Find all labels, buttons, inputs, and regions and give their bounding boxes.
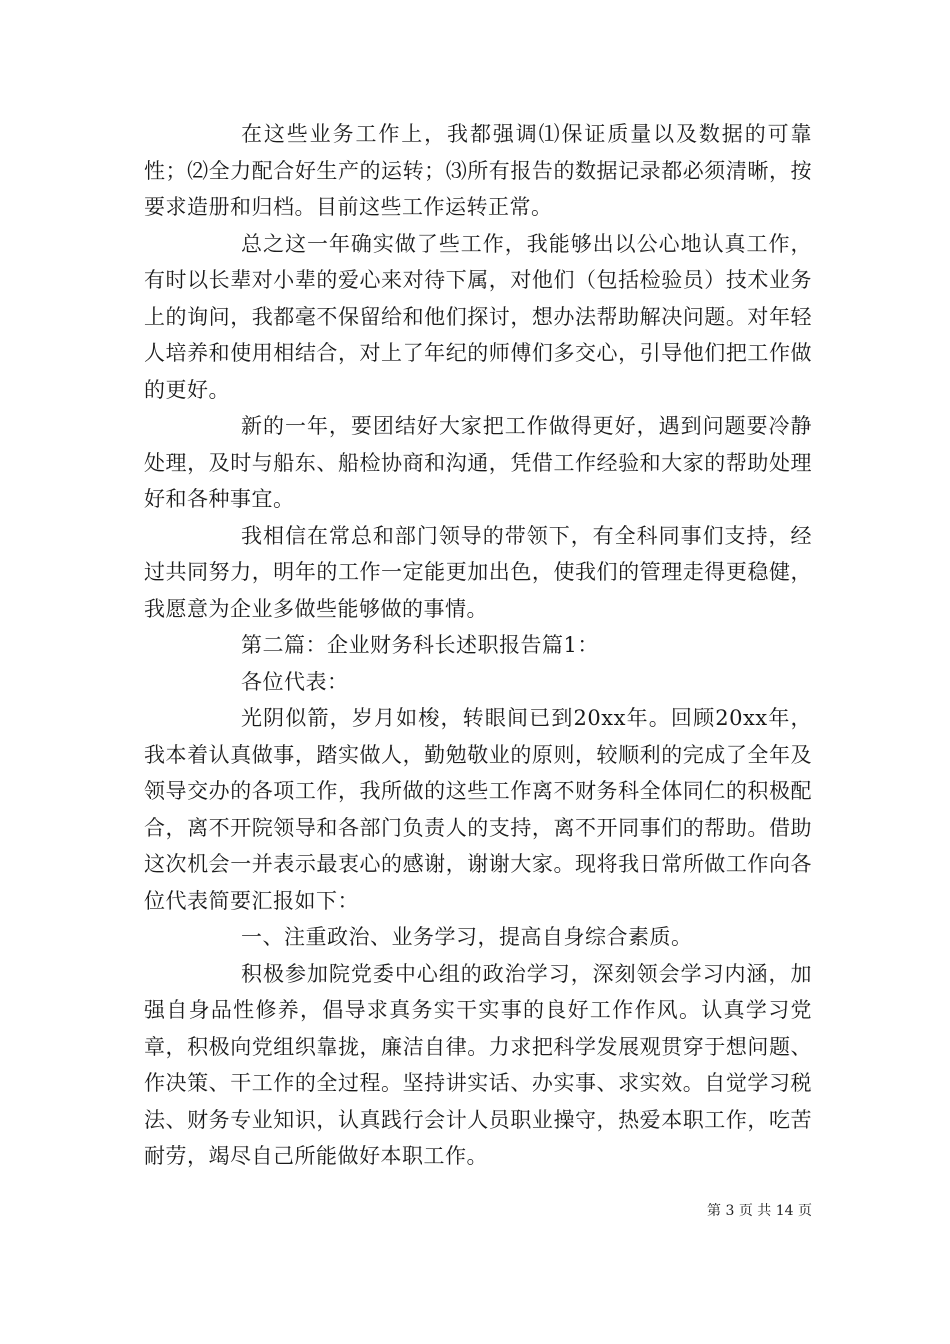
paragraph-confidence: 我相信在常总和部门领导的带领下，有全科同事们支持，经过共同努力，明年的工作一定能更加出色，使我们的管理走得更稳健，我愿意为企业多做些能够做的事情。: [144, 523, 812, 621]
salutation: 各位代表：: [241, 669, 349, 694]
document-body: [144, 116, 812, 1175]
paragraph-new-year-plan: 新的一年，要团结好大家把工作做得更好，遇到问题要冷静处理，及时与船东、船检协商和沟通，凭借工作经验和大家的帮助处理好和各种事宜。: [144, 414, 812, 511]
paragraph-quality-emphasis: 在这些业务工作上，我都强调⑴保证质量以及数据的可靠性；⑵全力配合好生产的运转；⑶所有报告的数据记录都必须清晰，按要求造册和归档。目前这些工作运转正常。: [144, 122, 812, 219]
page-number-footer: 第 3 页 共 14 页: [707, 1203, 812, 1219]
paragraph-review-intro: 光阴似箭，岁月如梭，转眼间已到20xx年。回顾20xx年，我本着认真做事，踏实做人，勤勉敬业的原则，较顺利的完成了全年及领导交办的各项工作，我所做的这些工作离不财务科全体同仁的积极配合，离不开院领导和各部门负责人的支持，离不开同事们的帮助。借助这次机会一并表示最衷心的感谢，谢谢大家。现将我日常所做工作向各位代表简要汇报如下：: [144, 706, 812, 913]
subheading-political-study: 一、注重政治、业务学习，提高自身综合素质。: [241, 925, 693, 949]
section-heading-part-two: 第二篇：企业财务科长述职报告篇1：: [241, 633, 599, 657]
paragraph-year-summary: 总之这一年确实做了些工作，我能够出以公心地认真工作，有时以长辈对小辈的爱心来对待下属，对他们（包括检验员）技术业务上的询问，我都毫不保留给和他们探讨，想办法帮助解决问题。对年轻人培养和使用相结合，对上了年纪的师傅们多交心，引导他们把工作做的更好。: [144, 231, 812, 402]
paragraph-political-study: 积极参加院党委中心组的政治学习，深刻领会学习内涵，加强自身品性修养，倡导求真务实干实事的良好工作作风。认真学习党章，积极向党组织靠拢，廉洁自律。力求把科学发展观贯穿于想问题、作决策、干工作的全过程。坚持讲实话、办实事、求实效。自觉学习税法、财务专业知识，认真践行会计人员职业操守，热爱本职工作，吃苦耐劳，竭尽自己所能做好本职工作。: [144, 961, 812, 1168]
